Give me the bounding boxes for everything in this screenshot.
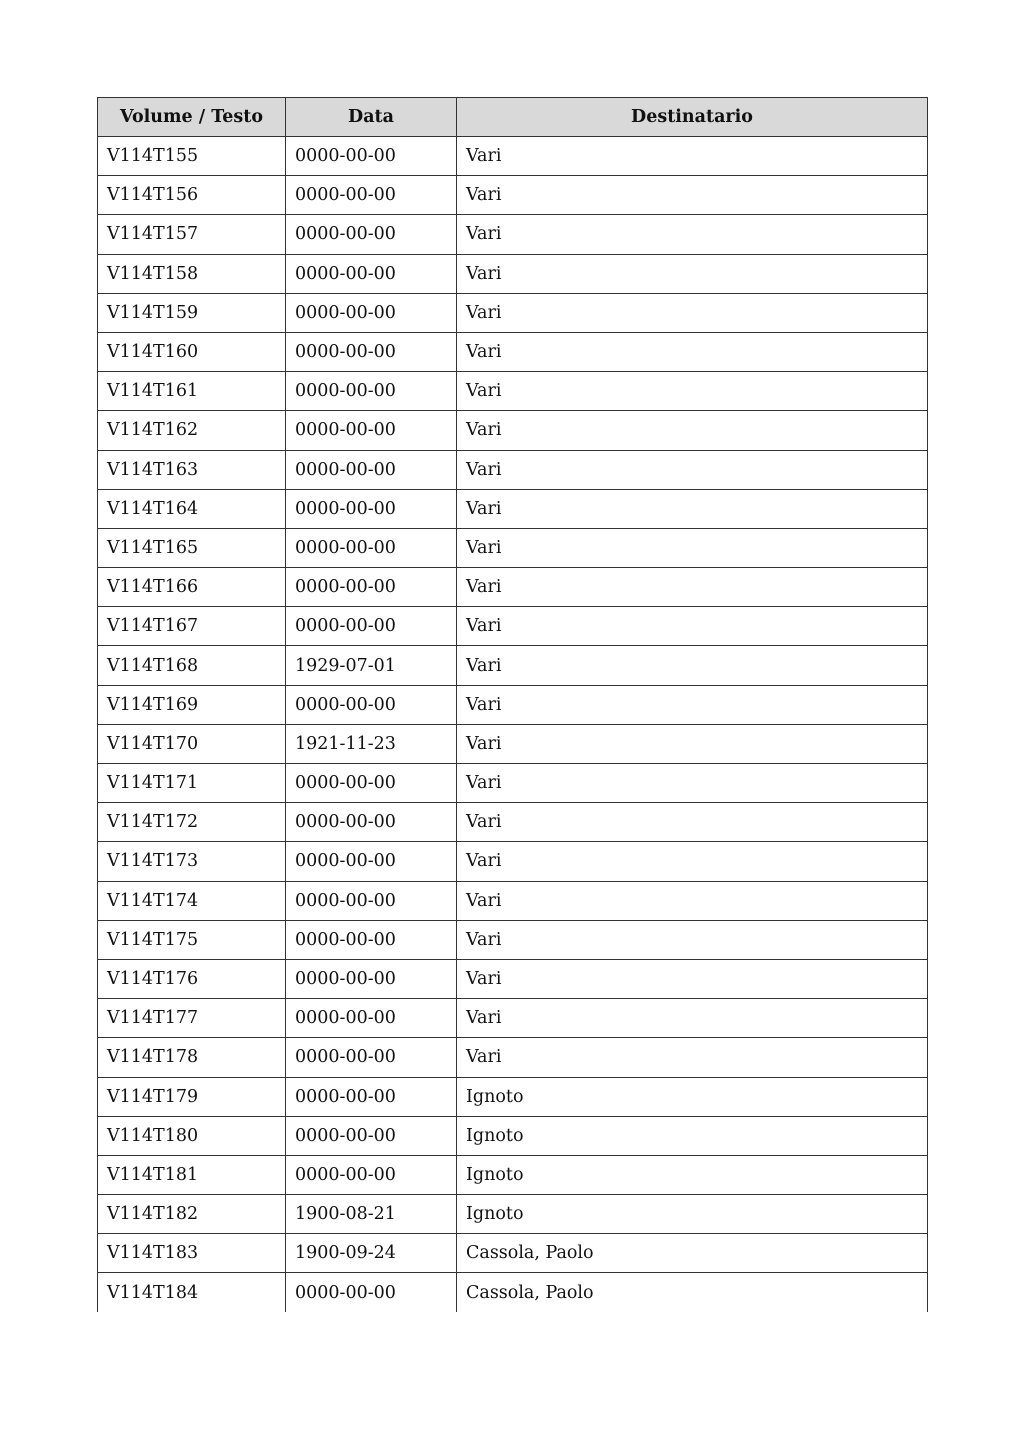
cell-destinatario: Vari xyxy=(457,685,928,724)
table-row xyxy=(98,254,928,293)
cell-data: 1929-07-01 xyxy=(286,646,457,685)
cell-volume-testo: V114T173 xyxy=(98,842,286,881)
cell-data: 0000-00-00 xyxy=(286,254,457,293)
cell-volume-testo: V114T164 xyxy=(98,489,286,528)
cell-destinatario: Vari xyxy=(457,568,928,607)
cell-volume-testo: V114T169 xyxy=(98,685,286,724)
cell-volume-testo: V114T182 xyxy=(98,1195,286,1234)
cell-data: 0000-00-00 xyxy=(286,803,457,842)
cell-volume-testo: V114T180 xyxy=(98,1116,286,1155)
header-volume-testo: Volume / Testo xyxy=(98,98,286,137)
cell-volume-testo: V114T155 xyxy=(98,137,286,176)
cell-volume-testo: V114T174 xyxy=(98,881,286,920)
letters-table xyxy=(97,97,928,1312)
cell-destinatario: Ignoto xyxy=(457,1155,928,1194)
cell-data: 0000-00-00 xyxy=(286,489,457,528)
cell-data: 0000-00-00 xyxy=(286,959,457,998)
cell-destinatario: Vari xyxy=(457,842,928,881)
cell-destinatario: Cassola, Paolo xyxy=(457,1234,928,1273)
table-row xyxy=(98,646,928,685)
cell-data: 0000-00-00 xyxy=(286,1273,457,1312)
cell-destinatario: Vari xyxy=(457,881,928,920)
cell-destinatario: Vari xyxy=(457,607,928,646)
cell-data: 0000-00-00 xyxy=(286,999,457,1038)
cell-volume-testo: V114T181 xyxy=(98,1155,286,1194)
cell-destinatario: Ignoto xyxy=(457,1077,928,1116)
cell-destinatario: Vari xyxy=(457,215,928,254)
table-row xyxy=(98,137,928,176)
cell-destinatario: Vari xyxy=(457,1038,928,1077)
cell-destinatario: Vari xyxy=(457,724,928,763)
table-row xyxy=(98,607,928,646)
table-row xyxy=(98,528,928,567)
table-row xyxy=(98,332,928,371)
header-destinatario: Destinatario xyxy=(457,98,928,137)
table-row xyxy=(98,1038,928,1077)
cell-volume-testo: V114T158 xyxy=(98,254,286,293)
cell-data: 0000-00-00 xyxy=(286,685,457,724)
cell-data: 0000-00-00 xyxy=(286,332,457,371)
cell-destinatario: Vari xyxy=(457,959,928,998)
cell-destinatario: Vari xyxy=(457,372,928,411)
table-row xyxy=(98,685,928,724)
cell-volume-testo: V114T162 xyxy=(98,411,286,450)
cell-destinatario: Ignoto xyxy=(457,1116,928,1155)
table-row xyxy=(98,568,928,607)
table-row xyxy=(98,215,928,254)
cell-destinatario: Cassola, Paolo xyxy=(457,1273,928,1312)
cell-destinatario: Vari xyxy=(457,920,928,959)
table-body xyxy=(98,137,928,1313)
cell-volume-testo: V114T168 xyxy=(98,646,286,685)
table-row xyxy=(98,450,928,489)
cell-volume-testo: V114T159 xyxy=(98,293,286,332)
cell-destinatario: Ignoto xyxy=(457,1195,928,1234)
cell-data: 1921-11-23 xyxy=(286,724,457,763)
cell-destinatario: Vari xyxy=(457,293,928,332)
table-row xyxy=(98,1195,928,1234)
table-row xyxy=(98,764,928,803)
cell-data: 0000-00-00 xyxy=(286,215,457,254)
cell-data: 0000-00-00 xyxy=(286,842,457,881)
cell-volume-testo: V114T175 xyxy=(98,920,286,959)
table-row xyxy=(98,1077,928,1116)
table-header xyxy=(98,98,928,137)
cell-data: 0000-00-00 xyxy=(286,137,457,176)
cell-destinatario: Vari xyxy=(457,332,928,371)
cell-volume-testo: V114T171 xyxy=(98,764,286,803)
cell-destinatario: Vari xyxy=(457,489,928,528)
cell-data: 0000-00-00 xyxy=(286,1038,457,1077)
cell-data: 0000-00-00 xyxy=(286,176,457,215)
table-row xyxy=(98,1234,928,1273)
cell-destinatario: Vari xyxy=(457,646,928,685)
cell-data: 0000-00-00 xyxy=(286,528,457,567)
cell-volume-testo: V114T157 xyxy=(98,215,286,254)
table-row xyxy=(98,959,928,998)
table-row xyxy=(98,920,928,959)
cell-data: 0000-00-00 xyxy=(286,450,457,489)
table-row xyxy=(98,176,928,215)
cell-volume-testo: V114T170 xyxy=(98,724,286,763)
cell-destinatario: Vari xyxy=(457,254,928,293)
cell-data: 0000-00-00 xyxy=(286,411,457,450)
cell-volume-testo: V114T176 xyxy=(98,959,286,998)
cell-destinatario: Vari xyxy=(457,528,928,567)
header-data: Data xyxy=(286,98,457,137)
cell-volume-testo: V114T160 xyxy=(98,332,286,371)
cell-volume-testo: V114T172 xyxy=(98,803,286,842)
cell-volume-testo: V114T178 xyxy=(98,1038,286,1077)
cell-data: 0000-00-00 xyxy=(286,293,457,332)
cell-data: 0000-00-00 xyxy=(286,1077,457,1116)
cell-destinatario: Vari xyxy=(457,764,928,803)
cell-data: 0000-00-00 xyxy=(286,920,457,959)
cell-data: 0000-00-00 xyxy=(286,372,457,411)
cell-volume-testo: V114T166 xyxy=(98,568,286,607)
table-row xyxy=(98,489,928,528)
cell-destinatario: Vari xyxy=(457,999,928,1038)
cell-volume-testo: V114T156 xyxy=(98,176,286,215)
table-row xyxy=(98,1116,928,1155)
cell-volume-testo: V114T163 xyxy=(98,450,286,489)
cell-data: 0000-00-00 xyxy=(286,607,457,646)
table-row xyxy=(98,1155,928,1194)
cell-volume-testo: V114T167 xyxy=(98,607,286,646)
cell-data: 0000-00-00 xyxy=(286,568,457,607)
cell-volume-testo: V114T183 xyxy=(98,1234,286,1273)
table-row xyxy=(98,372,928,411)
cell-volume-testo: V114T165 xyxy=(98,528,286,567)
table-row xyxy=(98,999,928,1038)
cell-volume-testo: V114T179 xyxy=(98,1077,286,1116)
table-row xyxy=(98,724,928,763)
cell-volume-testo: V114T184 xyxy=(98,1273,286,1312)
cell-data: 0000-00-00 xyxy=(286,881,457,920)
table-row xyxy=(98,293,928,332)
table-row xyxy=(98,803,928,842)
cell-data: 0000-00-00 xyxy=(286,1155,457,1194)
cell-destinatario: Vari xyxy=(457,176,928,215)
header-row xyxy=(98,98,928,137)
cell-data: 1900-08-21 xyxy=(286,1195,457,1234)
cell-data: 0000-00-00 xyxy=(286,1116,457,1155)
cell-volume-testo: V114T177 xyxy=(98,999,286,1038)
table-row xyxy=(98,1273,928,1312)
cell-volume-testo: V114T161 xyxy=(98,372,286,411)
table-row xyxy=(98,842,928,881)
table-row xyxy=(98,411,928,450)
table-row xyxy=(98,881,928,920)
cell-data: 1900-09-24 xyxy=(286,1234,457,1273)
cell-destinatario: Vari xyxy=(457,450,928,489)
cell-destinatario: Vari xyxy=(457,803,928,842)
cell-destinatario: Vari xyxy=(457,137,928,176)
cell-data: 0000-00-00 xyxy=(286,764,457,803)
cell-destinatario: Vari xyxy=(457,411,928,450)
